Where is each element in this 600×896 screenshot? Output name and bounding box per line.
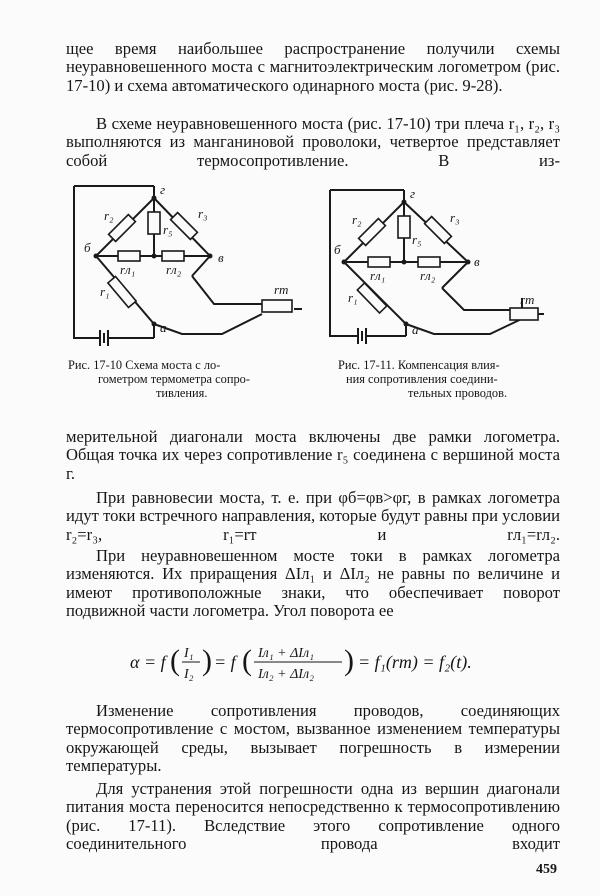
svg-text:(: ( <box>170 644 180 677</box>
formula-f2-den: Iл₂ + ΔIл₂ <box>258 667 314 682</box>
label-rl1: rл₁ <box>120 262 136 277</box>
label-r5: r₅ <box>412 232 422 247</box>
svg-text:(: ( <box>242 644 252 677</box>
formula-alpha <box>130 640 510 684</box>
bridge-diagram-17-11 <box>322 184 562 356</box>
svg-text:): ) <box>202 644 212 677</box>
caption-line: ния сопротивления соедини- <box>346 372 498 386</box>
label-r3: r₃ <box>450 210 460 225</box>
caption-line: тивления. <box>156 386 208 400</box>
paragraph-7: Для устранения этой погрешности одна из вершин диагонали питания моста переносится непосредственно к термосопротивлению (рис. 17-11). Вследствие этого сопротивление одного соединительного провода входит <box>66 779 560 854</box>
node-label-v: в <box>474 254 480 269</box>
formula-lhs: α = f <box>130 652 166 672</box>
paragraph-6: Изменение сопротивления проводов, соединяющих термосопротивление с мостом, вызванное изменением температуры окружающей среды, вызывает погрешность в измерении температуры. <box>66 701 560 776</box>
paragraph-4: При равновесии моста, т. е. при φб=φв>φг, в рамках логометра идут токи встречного направления, которые будут равны при условии r₂=r₃, r₁=rт и rл₁=rл₂. <box>66 488 560 544</box>
bridge-diagram-17-10 <box>62 176 312 356</box>
label-r2: r₂ <box>104 208 114 223</box>
label-rt: rт <box>520 292 535 307</box>
caption-line: Рис. 17-11. Компенсация влия- <box>338 358 500 372</box>
node-label-a: а <box>160 320 167 335</box>
caption-line: тельных проводов. <box>408 386 508 400</box>
formula-tail: = f₁(rт) = f₂(t). <box>358 652 472 672</box>
node-label-g: г <box>410 186 416 201</box>
figure-17-10 <box>62 176 312 356</box>
formula-f2-num: Iл₁ + ΔIл₁ <box>258 646 314 661</box>
node-label-b: б <box>334 242 341 257</box>
paragraph-3: мерительной диагонали моста включены две рамки логометра. Общая точка их через сопротивление r₅ соединена с вершиной моста г. <box>66 427 560 483</box>
formula-f1-num: I₁ <box>184 646 194 661</box>
svg-text:): ) <box>344 644 354 677</box>
figure-17-11 <box>322 184 562 356</box>
caption-line: гометром термометра сопро- <box>98 372 250 386</box>
paragraph-5: При неуравновешенном мосте токи в рамках логометра изменяются. Их приращения ΔIл₁ и ΔIл₂ не равны по величине и имеют противоположные знаки, что обеспечивает поворот подвижной части логометра. Угол поворота ее <box>66 546 560 621</box>
label-r3: r₃ <box>198 206 208 221</box>
node-label-b: б <box>84 240 91 255</box>
label-r5: r₅ <box>163 222 173 237</box>
label-rt: rт <box>274 282 289 297</box>
paragraph-2: В схеме неуравновешенного моста (рис. 17-10) три плеча r₁, r₂, r₃ выполняются из манганиновой проволоки, четвертое представляет собой термосопротивление. В из- <box>66 114 560 170</box>
node-label-v: в <box>218 250 224 265</box>
label-rl2: rл₂ <box>166 262 182 277</box>
page-number: 459 <box>536 862 557 877</box>
paragraph-1: щее время наибольшее распространение получили схемы неуравновешенного моста с магнитоэлектрическим логометром (рис. 17-10) и схема автоматического одинарного моста (рис. 9-28). <box>66 39 560 95</box>
node-label-a: а <box>412 322 419 337</box>
figure-caption-17-10 <box>68 358 304 400</box>
label-rl2: rл₂ <box>420 268 436 283</box>
caption-line: Рис. 17-10 Схема моста с ло- <box>68 358 221 372</box>
label-r1: r₁ <box>100 284 110 299</box>
label-r1: r₁ <box>348 290 358 305</box>
figure-caption-17-11 <box>338 358 566 400</box>
label-rl1: rл₁ <box>370 268 386 283</box>
node-label-g: г <box>160 182 166 197</box>
formula-f1-den: I₂ <box>184 667 194 682</box>
formula-graphic <box>130 640 510 684</box>
formula-eq: = f <box>214 652 236 672</box>
label-r2: r₂ <box>352 212 362 227</box>
